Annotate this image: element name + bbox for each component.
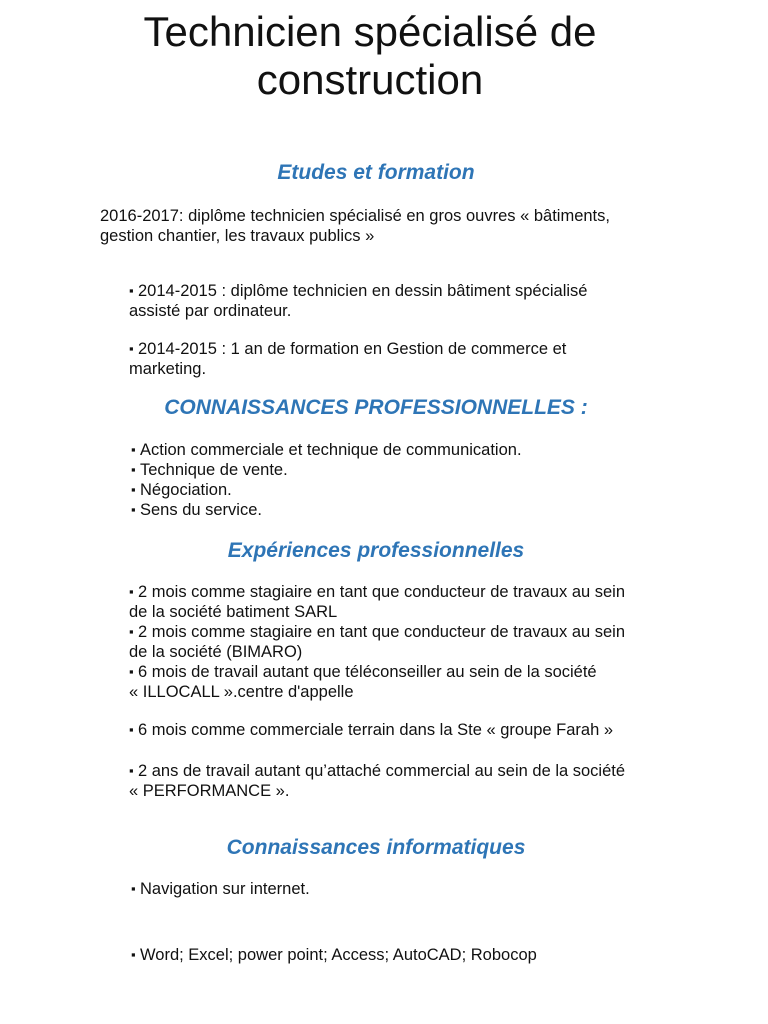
square-bullet-icon: ▪: [129, 283, 134, 298]
experience-entry-performance: [129, 761, 625, 801]
square-bullet-icon: ▪: [129, 763, 134, 778]
list-item: [131, 440, 522, 460]
square-bullet-icon: ▪: [129, 624, 134, 639]
experience-line-3: 2 mois comme stagiaire en tant que conducteur de travaux au sein: [138, 623, 626, 641]
experience-line-2: de la société batiment SARL: [129, 603, 338, 621]
knowledge-heading: CONNAISSANCES PROFESSIONNELLES :: [164, 396, 588, 419]
knowledge-item-4: Sens du service.: [140, 501, 262, 519]
square-bullet-icon: ▪: [131, 462, 136, 477]
education-entry-2016-line-2: gestion chantier, les travaux publics »: [100, 227, 375, 245]
it-item-navigation-text: Navigation sur internet.: [140, 880, 310, 898]
list-item: [131, 500, 522, 520]
square-bullet-icon: ▪: [129, 664, 134, 679]
title-line-2: construction: [256, 56, 484, 103]
square-bullet-icon: ▪: [131, 502, 136, 517]
knowledge-list: [131, 440, 522, 520]
square-bullet-icon: ▪: [131, 442, 136, 457]
education-heading: Etudes et formation: [277, 161, 475, 184]
it-item-software-text: Word; Excel; power point; Access; AutoCAD; Robocop: [140, 946, 537, 964]
knowledge-item-3: Négociation.: [140, 481, 232, 499]
square-bullet-icon: ▪: [131, 947, 136, 962]
list-item: [131, 480, 522, 500]
list-item: [131, 460, 522, 480]
education-entry-2014-commerce-line-2: marketing.: [129, 360, 207, 378]
square-bullet-icon: ▪: [131, 881, 136, 896]
education-entry-2014-commerce-line-1: 2014-2015 : 1 an de formation en Gestion de commerce et: [138, 340, 567, 358]
knowledge-item-2: Technique de vente.: [140, 461, 288, 479]
it-heading: Connaissances informatiques: [226, 836, 526, 859]
education-entry-2016: [100, 206, 610, 246]
square-bullet-icon: ▪: [129, 722, 134, 737]
knowledge-item-1: Action commerciale et technique de communication.: [140, 441, 522, 459]
page-title: [0, 8, 740, 104]
experience-line-5: 6 mois de travail autant que téléconseiller au sein de la société: [138, 663, 597, 681]
square-bullet-icon: ▪: [129, 584, 134, 599]
education-entry-2014-commerce: [129, 339, 566, 379]
experience-entry-performance-line-1: 2 ans de travail autant qu’attaché commercial au sein de la société: [138, 762, 626, 780]
education-entry-2014-dessin-line-1: 2014-2015 : diplôme technicien en dessin bâtiment spécialisé: [138, 282, 588, 300]
experience-line-1: 2 mois comme stagiaire en tant que conducteur de travaux au sein: [138, 583, 626, 601]
experience-heading: Expériences professionnelles: [227, 539, 525, 562]
experience-line-6: « ILLOCALL ».centre d'appelle: [129, 683, 354, 701]
education-entry-2014-dessin-line-2: assisté par ordinateur.: [129, 302, 292, 320]
experience-entry-performance-line-2: « PERFORMANCE ».: [129, 782, 290, 800]
square-bullet-icon: ▪: [129, 341, 134, 356]
title-line-1: Technicien spécialisé de: [143, 8, 597, 55]
it-item-navigation: [131, 879, 310, 899]
it-item-software: [131, 945, 537, 965]
education-entry-2016-line-1: 2016-2017: diplôme technicien spécialisé en gros ouvres « bâtiments,: [100, 207, 610, 225]
square-bullet-icon: ▪: [131, 482, 136, 497]
education-entry-2014-dessin: [129, 281, 587, 321]
experience-entry-farah-text: 6 mois comme commerciale terrain dans la Ste « groupe Farah »: [138, 721, 614, 739]
experience-entry-farah: [129, 720, 613, 740]
experience-group-1: [129, 582, 625, 702]
experience-line-4: de la société (BIMARO): [129, 643, 303, 661]
